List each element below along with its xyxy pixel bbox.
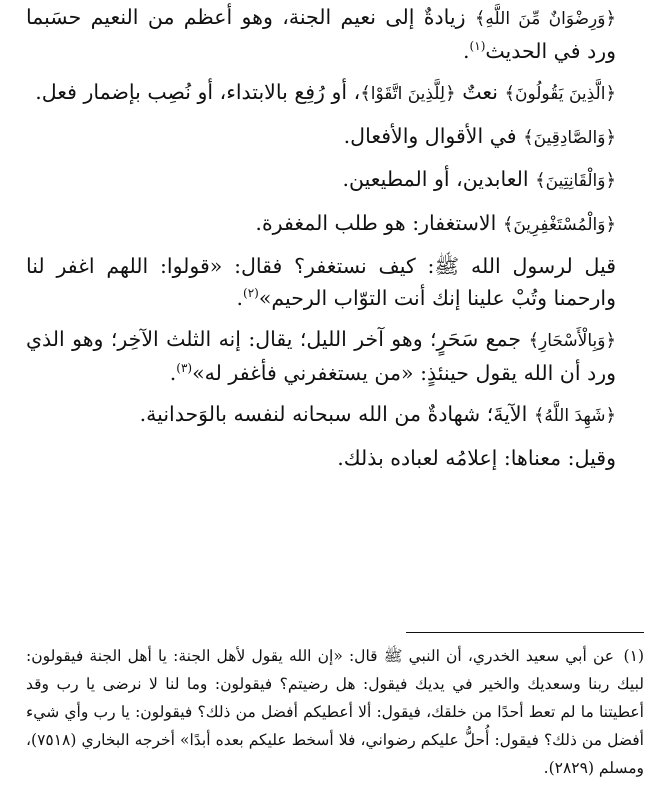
quran-phrase: وَالصَّادِقِينَ <box>533 127 606 148</box>
paragraph-ridwan <box>26 2 644 67</box>
quran-bracket-open: ﴿ <box>605 170 616 191</box>
paragraph-end: . <box>169 360 177 385</box>
quran-phrase: وَرِضْوَانٌ مِّنَ اللَّهِ <box>485 9 606 29</box>
footnote-item <box>26 642 644 782</box>
paragraph-alladhina <box>26 77 644 111</box>
quran-bracket-open: ﴿ <box>605 126 616 148</box>
quran-phrase: الَّذِينَ يَقُولُونَ <box>514 84 606 104</box>
footnote-ref[interactable]: (١) <box>469 38 486 53</box>
paragraph-text: الآيةَ؛ شهادةٌ من الله سبحانه لنفسه بالوَحدانية. <box>139 402 534 426</box>
quran-bracket-close: ﴾ <box>523 126 534 148</box>
footnotes <box>26 642 644 782</box>
quran-phrase: شَهِدَ اللَّهُ <box>544 406 606 426</box>
paragraph-shahida <box>26 399 644 433</box>
paragraph-text: زيادةٌ إلى نعيم الجنة، وهو أعظم من النعيم حسَبما ورد في الحديث <box>26 5 616 63</box>
paragraph-text: ، أو رُفِع بالابتداء، أو نُصِب بإضمار فعل. <box>35 80 361 104</box>
paragraph-sadiqin <box>26 121 644 155</box>
quran-bracket-open: ﴿ <box>605 213 616 235</box>
quran-bracket-open: ﴿ <box>605 405 616 426</box>
paragraph-hadith <box>26 251 644 314</box>
quran-bracket-close: ﴾ <box>502 213 514 235</box>
quran-phrase: وَالْمُسْتَغْفِرِينَ <box>513 214 606 235</box>
footnote-ref[interactable]: (٣) <box>176 360 193 375</box>
paragraph-text: في الأقوال والأفعال. <box>343 123 524 148</box>
quran-bracket-close: ﴾ <box>504 83 515 104</box>
paragraph-text: العابدين، أو المطيعين. <box>342 167 536 191</box>
document-page <box>26 2 644 798</box>
footnote-text: عن أبي سعيد الخدري، أن النبي ﷺ قال: «إن الله يقول لأهل الجنة: يا أهل الجنة فيقولون: لبيك ربنا وسعديك والخير في يديك فيقول: هل رضيتم؟ فيقولون: وما لنا لا نرضى يا رب وقد أعطيتنا ما لم تعط أحدًا من خلقك، فيقول: ألا أعطيكم أفضل من ذلك؟ فيقولون: يا رب وأي شيء أفضل من ذلك؟ فيقول: أُحلُّ عليكم رضواني، فلا أسخط عليكم بعده أبدًا» أخرجه البخاري (٧٥١٨)، ومسلم (٢٨٢٩). <box>26 647 644 777</box>
paragraph-text: قيل لرسول الله ﷺ: كيف نستغفر؟ فقال: «قولوا: اللهم اغفر لنا وارحمنا وتُبْ علينا إنك أنت التوّاب الرحيم» <box>26 254 616 310</box>
quran-bracket-open: ﴿ <box>605 8 617 29</box>
paragraph-text: جمع سَحَرٍ؛ وهو آخر الليل؛ يقال: إنه الثلث الآخِر؛ وهو الذي ورد أن الله يقول حينئذٍ: «من يستغفرني فأغفر له» <box>26 327 616 385</box>
paragraph-text: الاستغفار: هو طلب المغفرة. <box>255 210 503 235</box>
quran-bracket-close: ﴾ <box>360 83 371 104</box>
paragraph-ashar <box>26 324 644 389</box>
quran-phrase: وَبِالْأَسْحَارِ <box>539 331 606 351</box>
quran-bracket-open: ﴿ <box>445 83 456 104</box>
paragraph-qila <box>26 443 644 475</box>
footnote-number: (١) <box>623 647 644 665</box>
quran-phrase: لِلَّذِينَ اتَّقَوْا <box>370 84 446 104</box>
paragraph-mustaghfirin <box>26 208 644 242</box>
paragraph-end: . <box>463 38 470 63</box>
quran-bracket-open: ﴿ <box>605 330 616 351</box>
quran-bracket-close: ﴾ <box>528 330 540 351</box>
paragraph-text: وقيل: معناها: إعلامُه لعباده بذلك. <box>337 445 616 470</box>
main-text <box>26 2 644 474</box>
quran-bracket-close: ﴾ <box>474 8 486 29</box>
quran-bracket-open: ﴿ <box>605 83 616 104</box>
quran-bracket-close: ﴾ <box>533 405 545 426</box>
paragraph-qanitin <box>26 164 644 198</box>
quran-bracket-close: ﴾ <box>535 170 546 191</box>
quran-phrase: وَالْقَانِتِينَ <box>545 171 606 191</box>
footnote-ref[interactable]: (٢) <box>243 285 259 300</box>
paragraph-end: . <box>236 285 244 310</box>
paragraph-text: نعتٌ <box>455 80 505 104</box>
footnote-divider <box>406 632 644 633</box>
